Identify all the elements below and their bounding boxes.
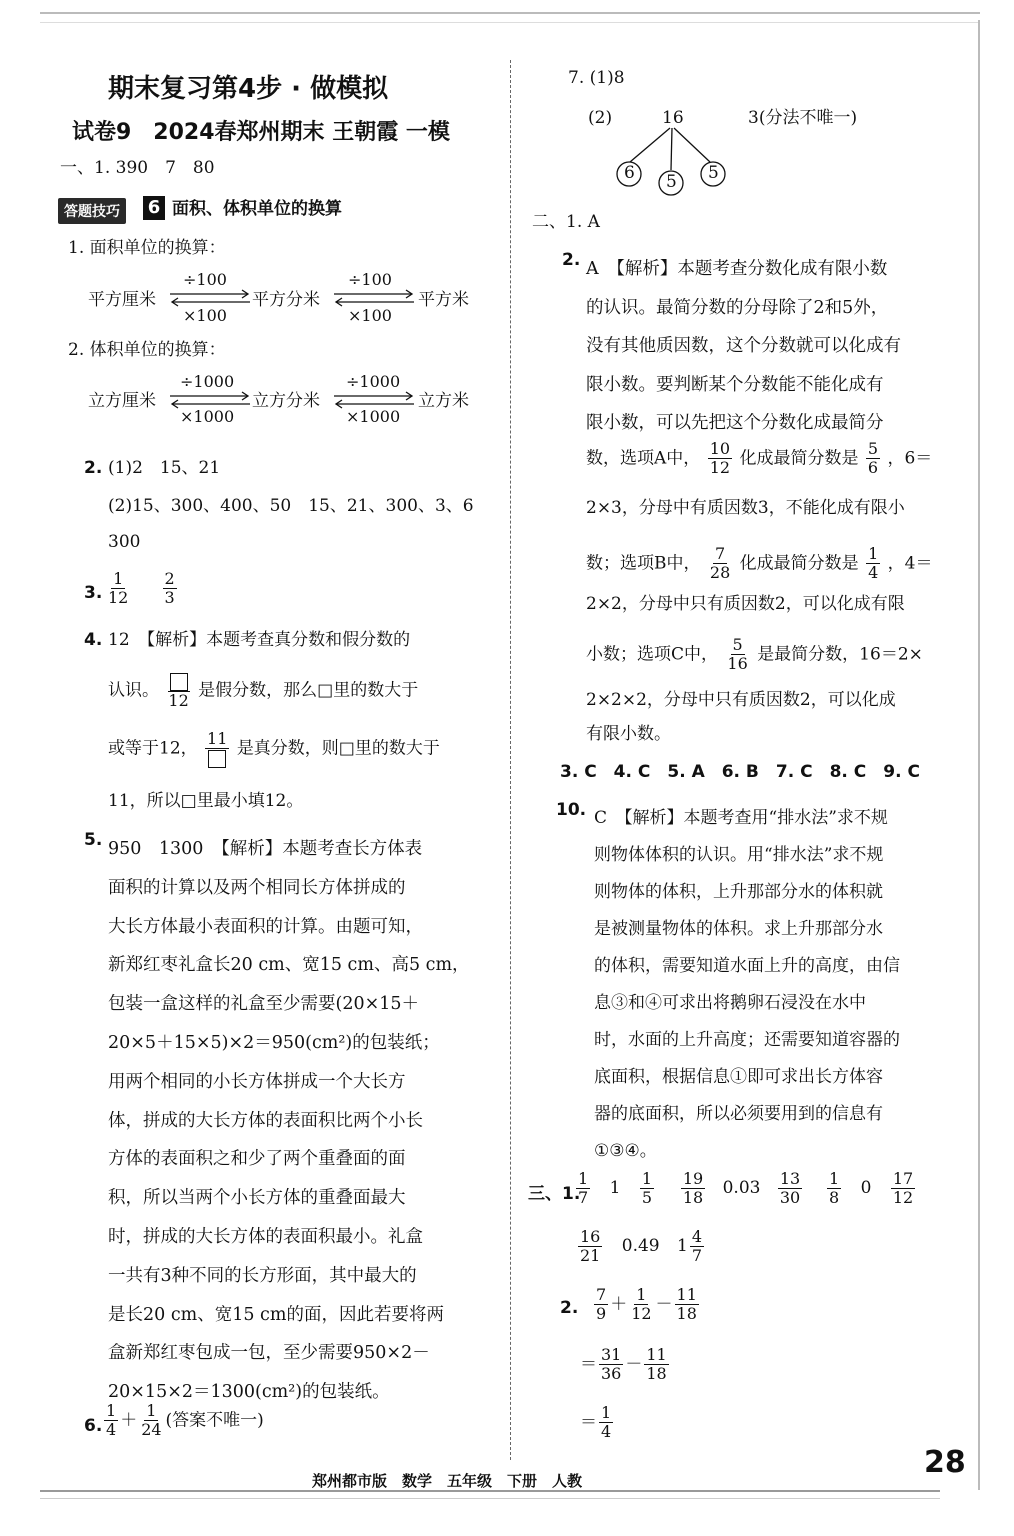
q4-line2: 认识。 12 是假分数，那么□里的数大于	[108, 672, 418, 710]
s2-q10-label: 10.	[556, 800, 587, 820]
section3-row1: $\frac{1}{7}$ 1 $\frac{1}{5}$ $\frac{19}{18}$ 0.03 $\frac{13}{30}$ $\frac{1}{8}$ 0 $\frac{17}{12}$	[578, 1169, 914, 1208]
fraction: $\frac{11}{18}$	[646, 1345, 667, 1384]
area-unit-2: 平方分米	[252, 290, 320, 310]
q7-tree-root: 16	[662, 108, 684, 128]
q7-leaf-1: 6	[624, 163, 635, 183]
s2-q10-explanation: C 【解析】本题考查用“排水法”求不规 则物体体积的认识。用“排水法”求不规 则物体的体积，上升那部分水的体积就 是被测量物体的体积。求上升那部分水 的体积，需要知道水面上升的高度，由信 息③和④可求出将鹅卵石浸没在水中 时，水面的上升高度；还需要知道容器的 底面积，根据信息①即可求出长方体容 器的底面积，所以必须要用到的信息有 ①③④。	[594, 808, 900, 1161]
vol-arrows-1	[168, 390, 252, 410]
q7-leaf-3: 5	[708, 163, 719, 183]
fraction: $\frac{1}{4}$	[601, 1403, 612, 1442]
page-edge-top	[40, 12, 980, 23]
q7-part2-label: (2)	[588, 108, 613, 128]
fraction: $\frac{1}{8}$	[829, 1169, 840, 1208]
s2-q2-explanation: A 【解析】本题考查分数化成有限小数 的认识。最简分数的分母除了2和5外， 没有其他质因数，这个分数就可以化成有 限小数。要判断某个分数能不能化成有 限小数，可以先把这个分数化成最简分	[586, 259, 901, 433]
q2-line3: 300	[108, 532, 141, 552]
area-heading: 1. 面积单位的换算：	[68, 238, 226, 258]
calc-line2: ＝ $\frac{31}{36}$ － $\frac{11}{18}$	[580, 1345, 667, 1384]
s2-q2-line9: 2×2，分母中只有质因数2，可以化成有限	[586, 594, 905, 614]
q4-line4: 11，所以□里最小填12。	[108, 791, 304, 811]
exam-subtitle: 试卷9 2024春郑州期末 王朝霞 一模	[72, 120, 450, 145]
fraction: $\frac{7}{28}$	[709, 544, 731, 583]
vol-unit-3: 立方米	[418, 391, 469, 411]
area-unit-3: 平方米	[418, 290, 469, 310]
q4-line3: 或等于12， 11 是真分数，则□里的数大于	[108, 730, 440, 768]
area-mul-2: ×100	[348, 306, 392, 325]
column-divider	[510, 60, 511, 1460]
vol-div-1: ÷1000	[180, 372, 235, 391]
q6-answer: $\frac{1}{4}$ ＋ $\frac{1}{24}$ (答案不唯一)	[106, 1401, 264, 1440]
fraction: $\frac{1}{12}$	[631, 1285, 652, 1324]
fraction: $\frac{2}{3}$	[164, 569, 175, 608]
calc-line3: ＝ $\frac{1}{4}$	[580, 1403, 612, 1442]
blank-box	[208, 750, 226, 768]
footer-edition: 郑州都市版 数学 五年级 下册 人教	[312, 1472, 583, 1490]
q5-label: 5.	[84, 830, 103, 850]
tip-badge: 答题技巧	[58, 198, 126, 224]
fraction: $\frac{5}{16}$	[727, 635, 748, 674]
area-div-1: ÷100	[183, 270, 227, 289]
vol-div-2: ÷1000	[346, 372, 401, 391]
fraction: $\frac{1}{24}$	[141, 1401, 162, 1440]
volume-heading: 2. 体积单位的换算：	[68, 340, 226, 360]
section2-q1: 二、1. A	[532, 212, 600, 232]
s2-q3-to-q9: 3. C 4. C 5. A 6. B 7. C 8. C 9. C	[560, 762, 920, 782]
q4-label: 4.	[84, 630, 103, 650]
q3-label: 3.	[84, 583, 103, 603]
s3-q2-label: 2.	[560, 1298, 579, 1318]
q1-answer: 一、1. 390 7 80	[60, 158, 215, 178]
q6-label: 6.	[84, 1416, 103, 1436]
fraction-box-over-12: 12	[166, 672, 190, 710]
fraction: $\frac{19}{18}$	[682, 1169, 704, 1208]
fraction: $\frac{5}{6}$	[867, 439, 879, 478]
vol-mul-2: ×1000	[346, 407, 401, 426]
fraction: $\frac{16}{21}$	[580, 1227, 601, 1266]
q5-explanation: 950 1300 【解析】本题考查长方体表 面积的计算以及两个相同长方体拼成的 大长方体最小表面积的计算。由题可知， 新郑红枣礼盒长20 cm、宽15 cm、高5 cm， 包装一盒这样的礼盒至少需要(20×15＋ 20×5＋15×5)×2＝950(cm²)的包装纸； 用两个相同的小长方体拼成一个大长方 体，拼成的大长方体的表面积比两个小长 方体的表面积之和少了两个重叠面的面 积，所以当两个小长方体的重叠面最大 时，拼成的大长方体的表面积最小。礼盒 一共有3种不同的长方形面，其中最大的 是长20 cm、宽15 cm的面，因此若要将两 盒新郑红枣包成一包，至少需要950×2－ 20×15×2＝1300(cm²)的包装纸。	[108, 839, 470, 1403]
q2-label: 2.	[84, 458, 103, 478]
tip-number: 6	[143, 196, 165, 220]
fraction: $\frac{1}{5}$	[641, 1169, 653, 1208]
fraction: $\frac{11}{18}$	[676, 1285, 697, 1324]
fraction-11-over-box: 11	[205, 730, 229, 768]
q3-answers	[104, 570, 179, 608]
s2-q2-line11: 2×2×2，分母中只有质因数2，可以化成	[586, 690, 896, 710]
s2-q2-label: 2.	[562, 250, 581, 270]
fraction: $\frac{1}{12}$	[108, 569, 129, 608]
tip-title: 面积、体积单位的换算	[172, 199, 342, 219]
fraction: $\frac{7}{9}$	[596, 1285, 607, 1324]
page-edge-bottom	[40, 1490, 940, 1499]
q7-leaf-2: 5	[666, 172, 677, 192]
q7-part1: 7. (1)8	[568, 68, 625, 88]
area-div-2: ÷100	[348, 270, 392, 289]
fraction: $\frac{1}{4}$	[868, 544, 879, 583]
vol-arrows-2	[332, 390, 416, 410]
area-arrows-2	[332, 288, 416, 308]
page-edge-right	[978, 20, 988, 1490]
blank-box	[170, 673, 188, 691]
s2-q2-line12: 有限小数。	[586, 724, 671, 744]
mixed-number: 1 $\frac{4}{7}$	[677, 1227, 703, 1266]
q4-line1: 12 【解析】本题考查真分数和假分数的	[108, 630, 411, 650]
s2-q2-line8: 数；选项B中， $\frac{7}{28}$ 化成最简分数是 $\frac{1}{4}$ ，4＝	[586, 544, 933, 583]
q2-line1: (1)2 15、21	[108, 458, 221, 478]
fraction: $\frac{1}{4}$	[106, 1401, 117, 1440]
fraction: $\frac{31}{36}$	[601, 1345, 622, 1384]
area-arrows-1	[168, 288, 252, 308]
vol-unit-2: 立方分米	[252, 391, 320, 411]
fraction: $\frac{13}{30}$	[779, 1169, 801, 1208]
area-unit-1: 平方厘米	[88, 290, 156, 310]
vol-unit-1: 立方厘米	[88, 391, 156, 411]
vol-mul-1: ×1000	[180, 407, 235, 426]
calc-line1: $\frac{7}{9}$ ＋ $\frac{1}{12}$ － $\frac{11}{18}$	[596, 1285, 697, 1324]
s2-q2-line10: 小数；选项C中， $\frac{5}{16}$ 是最简分数，16＝2×	[586, 635, 923, 674]
fraction: $\frac{10}{12}$	[709, 439, 731, 478]
fraction: $\frac{4}{7}$	[691, 1227, 703, 1266]
q7-note: 3(分法不唯一)	[748, 108, 858, 128]
section3-row2: $\frac{16}{21}$ 0.49 1 $\frac{4}{7}$	[576, 1228, 706, 1266]
section3-label: 三、1.	[528, 1184, 581, 1204]
fraction: $\frac{1}{7}$	[578, 1169, 589, 1208]
page-title: 期末复习第4步 · 做模拟	[108, 74, 389, 104]
q2-line2: (2)15、300、400、50 15、21、300、3、6	[108, 496, 474, 516]
page-number: 28	[924, 1445, 966, 1480]
s2-q2-line7: 2×3，分母中有质因数3，不能化成有限小	[586, 498, 905, 518]
fraction: $\frac{17}{12}$	[892, 1169, 914, 1208]
s2-q2-line6: 数，选项A中， $\frac{10}{12}$ 化成最简分数是 $\frac{5}{6}$ ，6＝	[586, 439, 933, 478]
area-mul-1: ×100	[183, 306, 227, 325]
